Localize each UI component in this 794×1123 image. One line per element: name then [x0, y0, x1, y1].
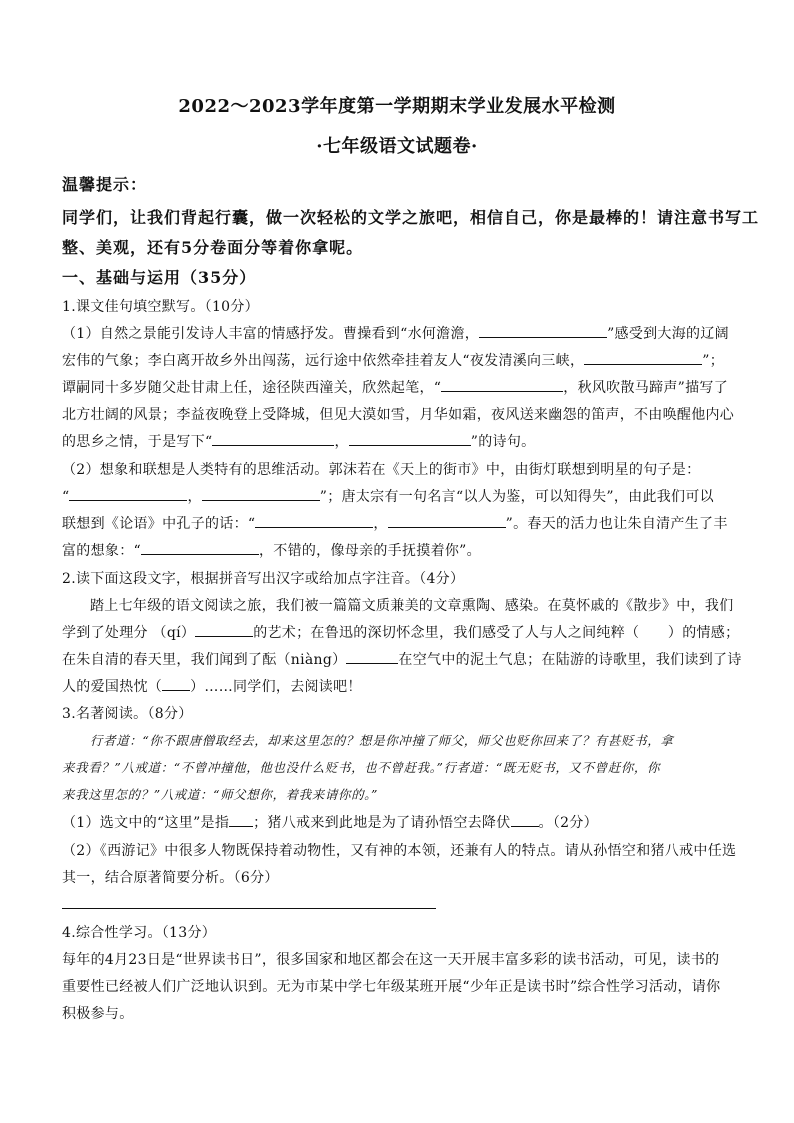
answer-blank[interactable] — [69, 486, 187, 501]
answer-blank[interactable] — [441, 377, 563, 392]
text: 。（2分） — [538, 815, 598, 831]
text: ， — [187, 489, 202, 505]
answer-line[interactable] — [62, 908, 436, 909]
answer-blank[interactable] — [349, 431, 471, 446]
answer-blank[interactable] — [141, 540, 259, 555]
text: （1）自然之景能引发诗人丰富的情感抒发。曹操看到“水何澹澹， — [62, 326, 480, 342]
tip-heading: 温馨提示： — [62, 175, 148, 194]
text: （1）选文中的“这里”是指 — [62, 815, 230, 831]
q2-line-2 — [62, 622, 739, 642]
q3-p1 — [62, 812, 598, 832]
answer-blank[interactable] — [195, 622, 253, 637]
answer-blank[interactable] — [479, 323, 607, 338]
answer-blank[interactable] — [346, 649, 398, 664]
text: 谭嗣同十多岁随父赴甘肃上任，途径陕西潼关，欣然起笔，“ — [62, 380, 442, 396]
q3-p2-line-2: 其一，结合原著简要分析。（6分） — [62, 870, 279, 886]
answer-blank[interactable] — [202, 486, 320, 501]
text: ，秋风吹散马蹄声”描写了 — [563, 380, 729, 396]
exam-subtitle: ·七年级语文试题卷· — [316, 136, 478, 157]
q3-quote-line-1: 行者道：“你不跟唐僧取经去，却来这里怎的？想是你冲撞了师父，师父也贬你回来了？有甚贬书，拿 — [90, 733, 674, 748]
answer-blank[interactable] — [584, 350, 702, 365]
text: ”感受到大海的辽阔 — [607, 326, 729, 342]
answer-blank[interactable] — [162, 676, 190, 691]
text: 在朱自清的春天里，我们闻到了酝（niàng） — [62, 652, 347, 668]
q4-line-1: 每年的4月23日是“世界读书日”，很多国家和地区都会在这一天开展丰富多彩的读书活动，可见，读书的 — [62, 952, 720, 968]
q1-p1-line-5 — [62, 431, 535, 451]
text: ”。春天的活力也让朱自清产生了丰 — [505, 516, 728, 532]
text: ）……同学们，去阅读吧！ — [190, 679, 362, 695]
text: “ — [62, 489, 70, 505]
q1-p2-line-3 — [62, 513, 728, 533]
answer-blank[interactable] — [229, 812, 253, 827]
q3-quote-line-2: 来我看？”八戒道：“不曾冲撞他，他也没什么贬书，也不曾赶我。”行者道：“既无贬书，又不曾赶你，你 — [62, 760, 661, 775]
text: ， — [373, 516, 388, 532]
q2-line-4 — [62, 676, 362, 696]
answer-blank[interactable] — [388, 513, 506, 528]
q1-p1-line-1 — [62, 323, 729, 343]
text: 联想到《论语》中孔子的话：“ — [62, 516, 256, 532]
text: ”；唐太宗有一句名言“以人为鉴，可以知得失”，由此我们可以 — [319, 489, 714, 505]
q1-p1-line-4: 北方壮阔的风景；李益夜晚登上受降城，但见大漠如雪，月华如霜，夜风送来幽怨的笛声，不由唤醒他内心 — [62, 407, 735, 423]
text: 的思乡之情，于是写下“ — [62, 434, 213, 450]
text: ，不错的，像母亲的手抚摸着你”。 — [258, 543, 481, 559]
text: 的艺术；在鲁迅的深切怀念里，我们感受了人与人之间纯粹（ ）的情感； — [253, 625, 740, 641]
q4-line-2: 重要性已经被人们广泛地认识到。无为市某中学七年级某班开展“少年正是读书时”综合性学习活动，请你 — [62, 979, 721, 995]
q3-p2-line-1: （2）《西游记》中很多人物既保持着动物性，又有神的本领，还兼有人的特点。请从孙悟空和猪八戒中任选 — [62, 843, 737, 859]
exam-title: 2022～2023学年度第一学期期末学业发展水平检测 — [178, 96, 616, 117]
section-heading-basics: 一、基础与运用（35分） — [62, 268, 257, 287]
q1-p2-line-2 — [62, 486, 714, 506]
text: ”； — [702, 353, 725, 369]
text: ， — [334, 434, 349, 450]
q1-title: 1.课文佳句填空默写。（10分） — [62, 299, 259, 315]
tip-line-1: 同学们，让我们背起行囊，做一次轻松的文学之旅吧，相信自己，你是最棒的！请注意书写工 — [62, 208, 760, 227]
q4-line-3: 积极参与。 — [62, 1006, 134, 1022]
q1-p2-line-1: （2）想象和联想是人类特有的思维活动。郭沫若在《天上的街市》中，由街灯联想到明星的句子是： — [62, 462, 701, 478]
q2-line-3 — [62, 649, 742, 669]
tip-line-2: 整、美观，还有5分卷面分等着你拿呢。 — [62, 238, 364, 257]
text: ；猪八戒来到此地是为了请孙悟空去降伏 — [253, 815, 511, 831]
text: 宏伟的气象；李白离开故乡外出闯荡，远行途中依然牵挂着友人“夜发清溪向三峡， — [62, 353, 585, 369]
q1-p1-line-2 — [62, 350, 724, 370]
text: 富的想象：“ — [62, 543, 141, 559]
text: 人的爱国热忱（ — [62, 679, 163, 695]
q2-title: 2.读下面这段文字，根据拼音写出汉字或给加点字注音。（4分） — [62, 571, 465, 587]
text: ”的诗句。 — [470, 434, 536, 450]
text: 在空气中的泥土气息；在陆游的诗歌里，我们读到了诗 — [398, 652, 742, 668]
q1-p2-line-4 — [62, 540, 481, 560]
q2-line-1: 踏上七年级的语文阅读之旅，我们被一篇篇文质兼美的文章熏陶、感染。在莫怀戚的《散步》中，我们 — [90, 598, 734, 614]
text: 学到了处理分 （qí） — [62, 625, 196, 641]
q4-title: 4.综合性学习。（13分） — [62, 925, 217, 941]
q3-quote-line-3: 来我这里怎的？”八戒道：“师父想你，着我来请你的。” — [62, 787, 379, 802]
answer-blank[interactable] — [255, 513, 373, 528]
q1-p1-line-3 — [62, 377, 728, 397]
answer-blank[interactable] — [212, 431, 334, 446]
answer-blank[interactable] — [511, 812, 539, 827]
q3-title: 3.名著阅读。（8分） — [62, 706, 193, 722]
